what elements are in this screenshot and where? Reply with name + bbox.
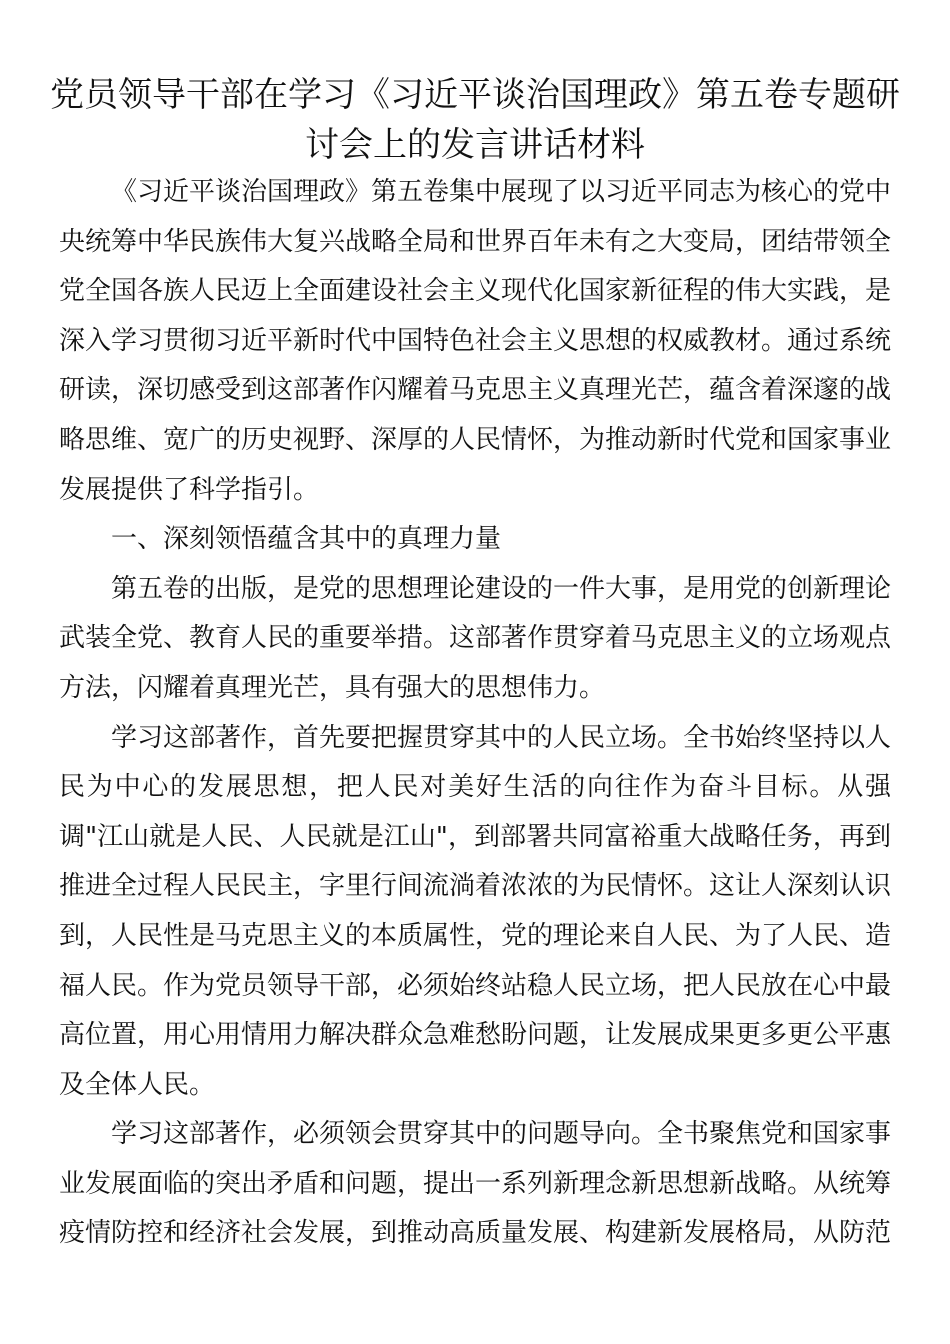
section-1-paragraph-3: 学习这部著作，必须领会贯穿其中的问题导向。全书聚焦党和国家事业发展面临的突出矛盾和问题，提出一系列新理念新思想新战略。从统筹疫情防控和经济社会发展，到推动高质量发展、构建新发展格局，从防范 — [59, 1119, 892, 1249]
document-body — [59, 168, 891, 1259]
section-heading-1: 一、深刻领悟蕴含其中的真理力量 — [111, 524, 502, 555]
document-title: 党员领导干部在学习《习近平谈治国理政》第五卷专题研讨会上的发言讲话材料 — [50, 75, 900, 165]
section-1-paragraph-2: 学习这部著作，首先要把握贯穿其中的人民立场。全书始终坚持以人民为中心的发展思想，把人民对美好生活的向往作为奋斗目标。从强调"江山就是人民、人民就是江山"，到部署共同富裕重大战略任务，再到推进全过程人民民主，字里行间流淌着浓浓的为民情怀。这让人深刻认识到，人民性是马克思主义的本质属性，党的理论来自人民、为了人民、造福人民。作为党员领导干部，必须始终站稳人民立场，把人民放在心中最高位置，用心用情用力解决群众急难愁盼问题，让发展成果更多更公平惠及全体人民。 — [59, 722, 892, 1100]
section-1-paragraph-1: 第五卷的出版，是党的思想理论建设的一件大事，是用党的创新理论武装全党、教育人民的重要举措。这部著作贯穿着马克思主义的立场观点方法，闪耀着真理光芒，具有强大的思想伟力。 — [59, 573, 892, 703]
intro-paragraph: 《习近平谈治国理政》第五卷集中展现了以习近平同志为核心的党中央统筹中华民族伟大复兴战略全局和世界百年未有之大变局，团结带领全党全国各族人民迈上全面建设社会主义现代化国家新征程的伟大实践，是深入学习贯彻习近平新时代中国特色社会主义思想的权威教材。通过系统研读，深切感受到这部著作闪耀着马克思主义真理光芒，蕴含着深邃的战略思维、宽广的历史视野、深厚的人民情怀，为推动新时代党和国家事业发展提供了科学指引。 — [59, 177, 892, 505]
